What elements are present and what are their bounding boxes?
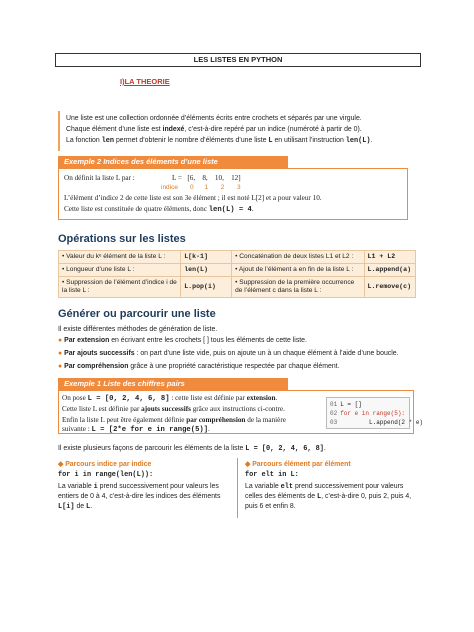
intro-line-2: Chaque élément d’une liste est indexé, c’est-à-dire repéré par un indice (numéroté à partir de 0). <box>66 126 362 133</box>
operations-heading: Opérations sur les listes <box>58 233 186 245</box>
example-even-line-1: On pose L = [0, 2, 4, 6, 8] : cette liste est définie par extension. <box>62 394 278 403</box>
op-code: L.append(a) <box>364 264 415 277</box>
example-indices-banner: Exemple 2 Indices des éléments d’une liste <box>58 156 288 168</box>
document-title: LES LISTES EN PYTHON <box>55 53 421 67</box>
generate-intro: Il existe différentes méthodes de génération de liste. <box>58 326 218 333</box>
traverse-index-heading: ◆ Parcours indice par indice <box>58 461 152 468</box>
example-even-banner: Exemple 1 Liste des chiffres pairs <box>58 378 288 390</box>
op-label: • Longueur d’une liste L : <box>59 264 181 277</box>
op-code: L1 + L2 <box>364 251 415 264</box>
op-code: L.remove(c) <box>364 277 415 298</box>
op-label: • Suppression de l’élément d’indice i de la liste L : <box>59 277 181 298</box>
traverse-element-code: for elt in L: <box>245 471 299 479</box>
code-snippet <box>326 397 424 429</box>
example-even-line-4: suivante : L = [2*e for e in range(5)]. <box>62 425 210 434</box>
operations-table <box>58 250 416 298</box>
traverse-element-heading: ◆ Parcours élément par élément <box>245 461 351 468</box>
op-label: • Valeur du kᵉ élément de la liste L : <box>59 251 181 264</box>
bullet-ajouts: ● Par ajouts successifs : on part d’une liste vide, puis on ajoute un à un chaque élément à l’aide d’une boucle. <box>58 350 399 357</box>
table-row <box>59 251 416 264</box>
op-label: • Concaténation de deux listes L1 et L2 : <box>232 251 364 264</box>
code-line: 03 L.append(2 * e) <box>330 419 424 426</box>
table-row <box>59 264 416 277</box>
traverse-element-text: La variable elt prend successivement pour valeurs celles des éléments de L, c’est-à-dire 0, puis 2, puis 4, puis 6 et enfin 8. <box>245 483 412 510</box>
table-row <box>59 277 416 298</box>
example-even-line-2: Cette liste L est définie par ajouts successifs grâce aux instructions ci-contre. <box>62 405 285 413</box>
indice-values: 0 1 2 3 <box>190 184 241 191</box>
section-heading-theory: I)LA THEORIE <box>120 77 170 86</box>
generate-heading: Générer ou parcourir une liste <box>58 308 216 320</box>
example-indices-line-2: L’élément d’indice 2 de cette liste est son 3e élément ; il est noté L[2] et a pour valeur 10. <box>64 194 322 202</box>
indice-label: indice <box>161 184 178 191</box>
traverse-index-code: for i in range(len(L)): <box>58 471 154 479</box>
intro-definition-box <box>58 111 404 151</box>
op-code: L[k-1] <box>181 251 232 264</box>
op-code: L.pop(i) <box>181 277 232 298</box>
bullet-comprehension: ● Par compréhension grâce à une propriété caractéristique respectée par chaque élément. <box>58 363 340 370</box>
example-indices-define: On définit la liste L par : <box>64 174 135 182</box>
bullet-extension: ● Par extension en écrivant entre les crochets [ ] tous les éléments de cette liste. <box>58 337 307 344</box>
example-indices-line-3: Cette liste est constituée de quatre éléments, donc len(L) = 4. <box>64 205 254 214</box>
example-even-line-3: Enfin la liste L peut être également définie par compréhension de la manière <box>62 416 286 424</box>
op-label: • Suppression de la première occurrence de l’élément c dans la liste L : <box>232 277 364 298</box>
intro-line-1: Une liste est une collection ordonnée d’éléments écrits entre crochets et séparés par une virgule. <box>66 115 362 122</box>
op-label: • Ajout de l’élément a en fin de la liste L : <box>232 264 364 277</box>
example-indices-list: L = [6, 8, 10, 12] <box>172 174 241 182</box>
traverse-index-text: La variable i prend successivement pour valeurs les entiers de 0 à 4, c’est-à-dire les indices des éléments L[i] de L. <box>58 483 221 511</box>
op-code: len(L) <box>181 264 232 277</box>
intro-line-3: La fonction len permet d’obtenir le nombre d’éléments d’une liste L en utilisant l’instruction len(L). <box>66 137 373 145</box>
traverse-intro: Il existe plusieurs façons de parcourir les éléments de la liste L = [0, 2, 4, 6, 8]. <box>58 445 326 453</box>
code-line: 01 L = [] <box>330 401 362 408</box>
column-divider <box>237 458 238 518</box>
code-line: 02 for e in range(5): <box>330 410 406 417</box>
